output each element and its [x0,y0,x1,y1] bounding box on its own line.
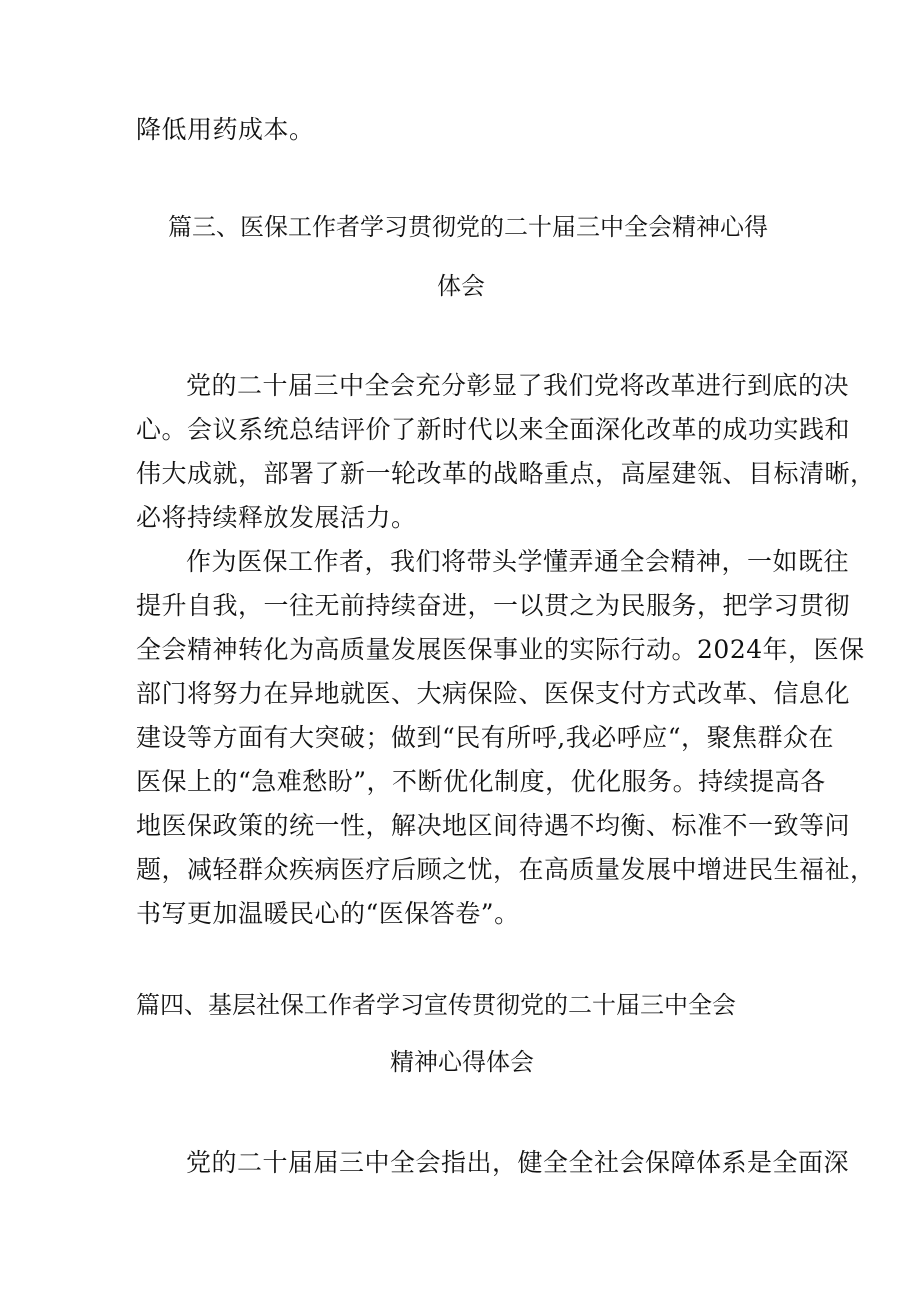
section3-para1-line: 党的二十届三中全会充分彰显了我们党将改革进行到底的决 [186,371,850,400]
top-fragment: 降低用药成本。 [136,115,315,144]
section3-para1-line: 心。会议系统总结评价了新时代以来全面深化改革的成功实践和 [136,415,851,444]
section3-para2-line: 部门将努力在异地就医、大病保险、医保支付方式改革、信息化 [136,679,851,708]
section3-para2-line: 提升自我，一往无前持续奋进，一以贯之为民服务，把学习贯彻 [136,591,851,620]
section3-para2-line: 地医保政策的统一性，解决地区间待遇不均衡、标准不一致等问 [136,811,851,840]
section3-para1-line: 必将持续释放发展活力。 [136,503,417,532]
section3-para2-line: 题，减轻群众疾病医疗后顾之忧，在高质量发展中增进民生福祉， [136,855,876,884]
section4-para1-line: 党的二十届届三中全会指出，健全全社会保障体系是全面深 [186,1148,850,1177]
section3-para2-line: 医保上的“急难愁盼”，不断优化制度，优化服务。持续提高各 [136,767,826,796]
section3-title-line1: 篇三、医保工作者学习贯彻党的二十届三中全会精神心得 [168,213,768,241]
section4-title-line1: 篇四、基层社保工作者学习宣传贯彻党的二十届三中全会 [136,991,736,1019]
section3-para2-line: 全会精神转化为高质量发展医保事业的实际行动。2024年，医保 [136,635,865,664]
section4-title-line2: 精神心得体会 [390,1048,534,1076]
section3-para2-line: 作为医保工作者，我们将带头学懂弄通全会精神，一如既往 [186,547,850,576]
section3-para1-line: 伟大成就，部署了新一轮改革的战略重点，高屋建瓴、目标清晰， [136,459,876,488]
section3-para2-line: 书写更加温暖民心的“医保答卷”。 [136,899,520,928]
section3-title-line2: 体会 [437,272,485,300]
section3-para2-line: 建设等方面有大突破；做到“民有所呼,我必呼应“，聚焦群众在 [136,723,835,752]
